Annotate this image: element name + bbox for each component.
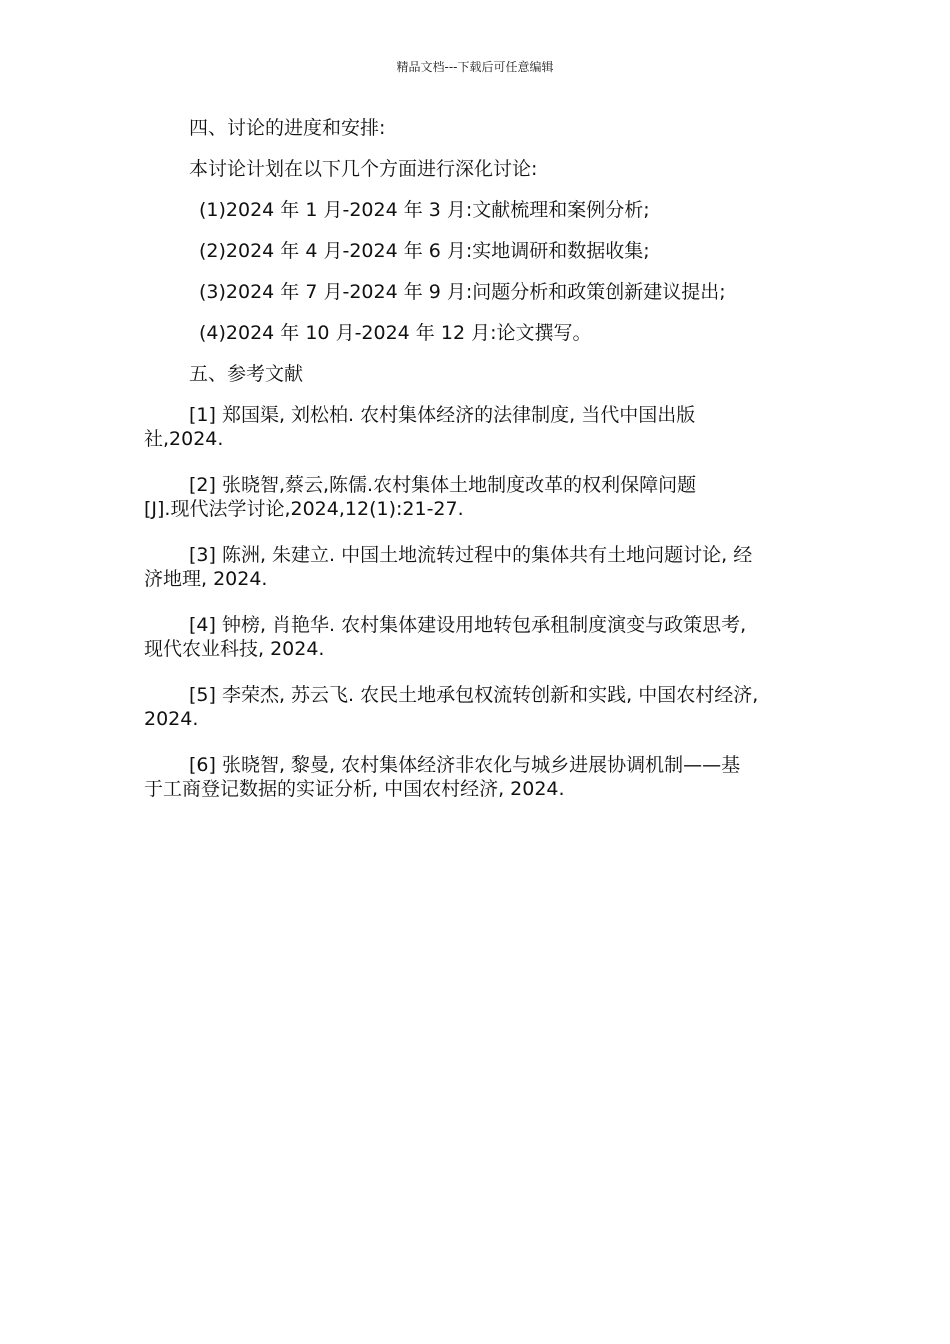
reference-item xyxy=(144,473,824,521)
reference-item xyxy=(144,613,824,661)
schedule-item: (2)2024 年 4 月-2024 年 6 月:实地调研和数据收集; xyxy=(199,240,650,262)
reference-line: 2024. xyxy=(144,708,199,730)
reference-line: [4] 钟榜, 肖艳华. 农村集体建设用地转包承租制度演变与政策思考, xyxy=(189,614,747,636)
reference-line: [1] 郑国渠, 刘松柏. 农村集体经济的法律制度, 当代中国出版 xyxy=(189,404,696,426)
reference-item xyxy=(144,403,824,451)
schedule-item: (4)2024 年 10 月-2024 年 12 月:论文撰写。 xyxy=(199,322,592,344)
reference-line: 济地理, 2024. xyxy=(144,568,268,590)
reference-line: 于工商登记数据的实证分析, 中国农村经济, 2024. xyxy=(144,778,565,800)
page-header: 精品文档---下载后可任意编辑 xyxy=(396,60,554,74)
reference-line: [3] 陈洲, 朱建立. 中国土地流转过程中的集体共有土地问题讨论, 经 xyxy=(189,544,753,566)
reference-item xyxy=(144,753,824,801)
schedule-item: (1)2024 年 1 月-2024 年 3 月:文献梳理和案例分析; xyxy=(199,199,650,221)
reference-item xyxy=(144,683,824,731)
reference-line: [6] 张晓智, 黎曼, 农村集体经济非农化与城乡进展协调机制——基 xyxy=(189,754,741,776)
schedule-item: (3)2024 年 7 月-2024 年 9 月:问题分析和政策创新建议提出; xyxy=(199,281,726,303)
reference-line: [2] 张晓智,蔡云,陈儒.农村集体土地制度改革的权利保障问题 xyxy=(189,474,697,496)
reference-item xyxy=(144,543,824,591)
section-heading-references: 五、参考文献 xyxy=(189,363,304,385)
reference-line: [J].现代法学讨论,2024,12(1):21-27. xyxy=(144,498,464,520)
reference-line: [5] 李荣杰, 苏云飞. 农民土地承包权流转创新和实践, 中国农村经济, xyxy=(189,684,759,706)
document-body xyxy=(144,116,824,823)
reference-line: 社,2024. xyxy=(144,428,224,450)
schedule-intro: 本讨论计划在以下几个方面进行深化讨论: xyxy=(189,158,538,180)
reference-line: 现代农业科技, 2024. xyxy=(144,638,325,660)
section-heading-schedule: 四、讨论的进度和安排: xyxy=(189,117,386,139)
